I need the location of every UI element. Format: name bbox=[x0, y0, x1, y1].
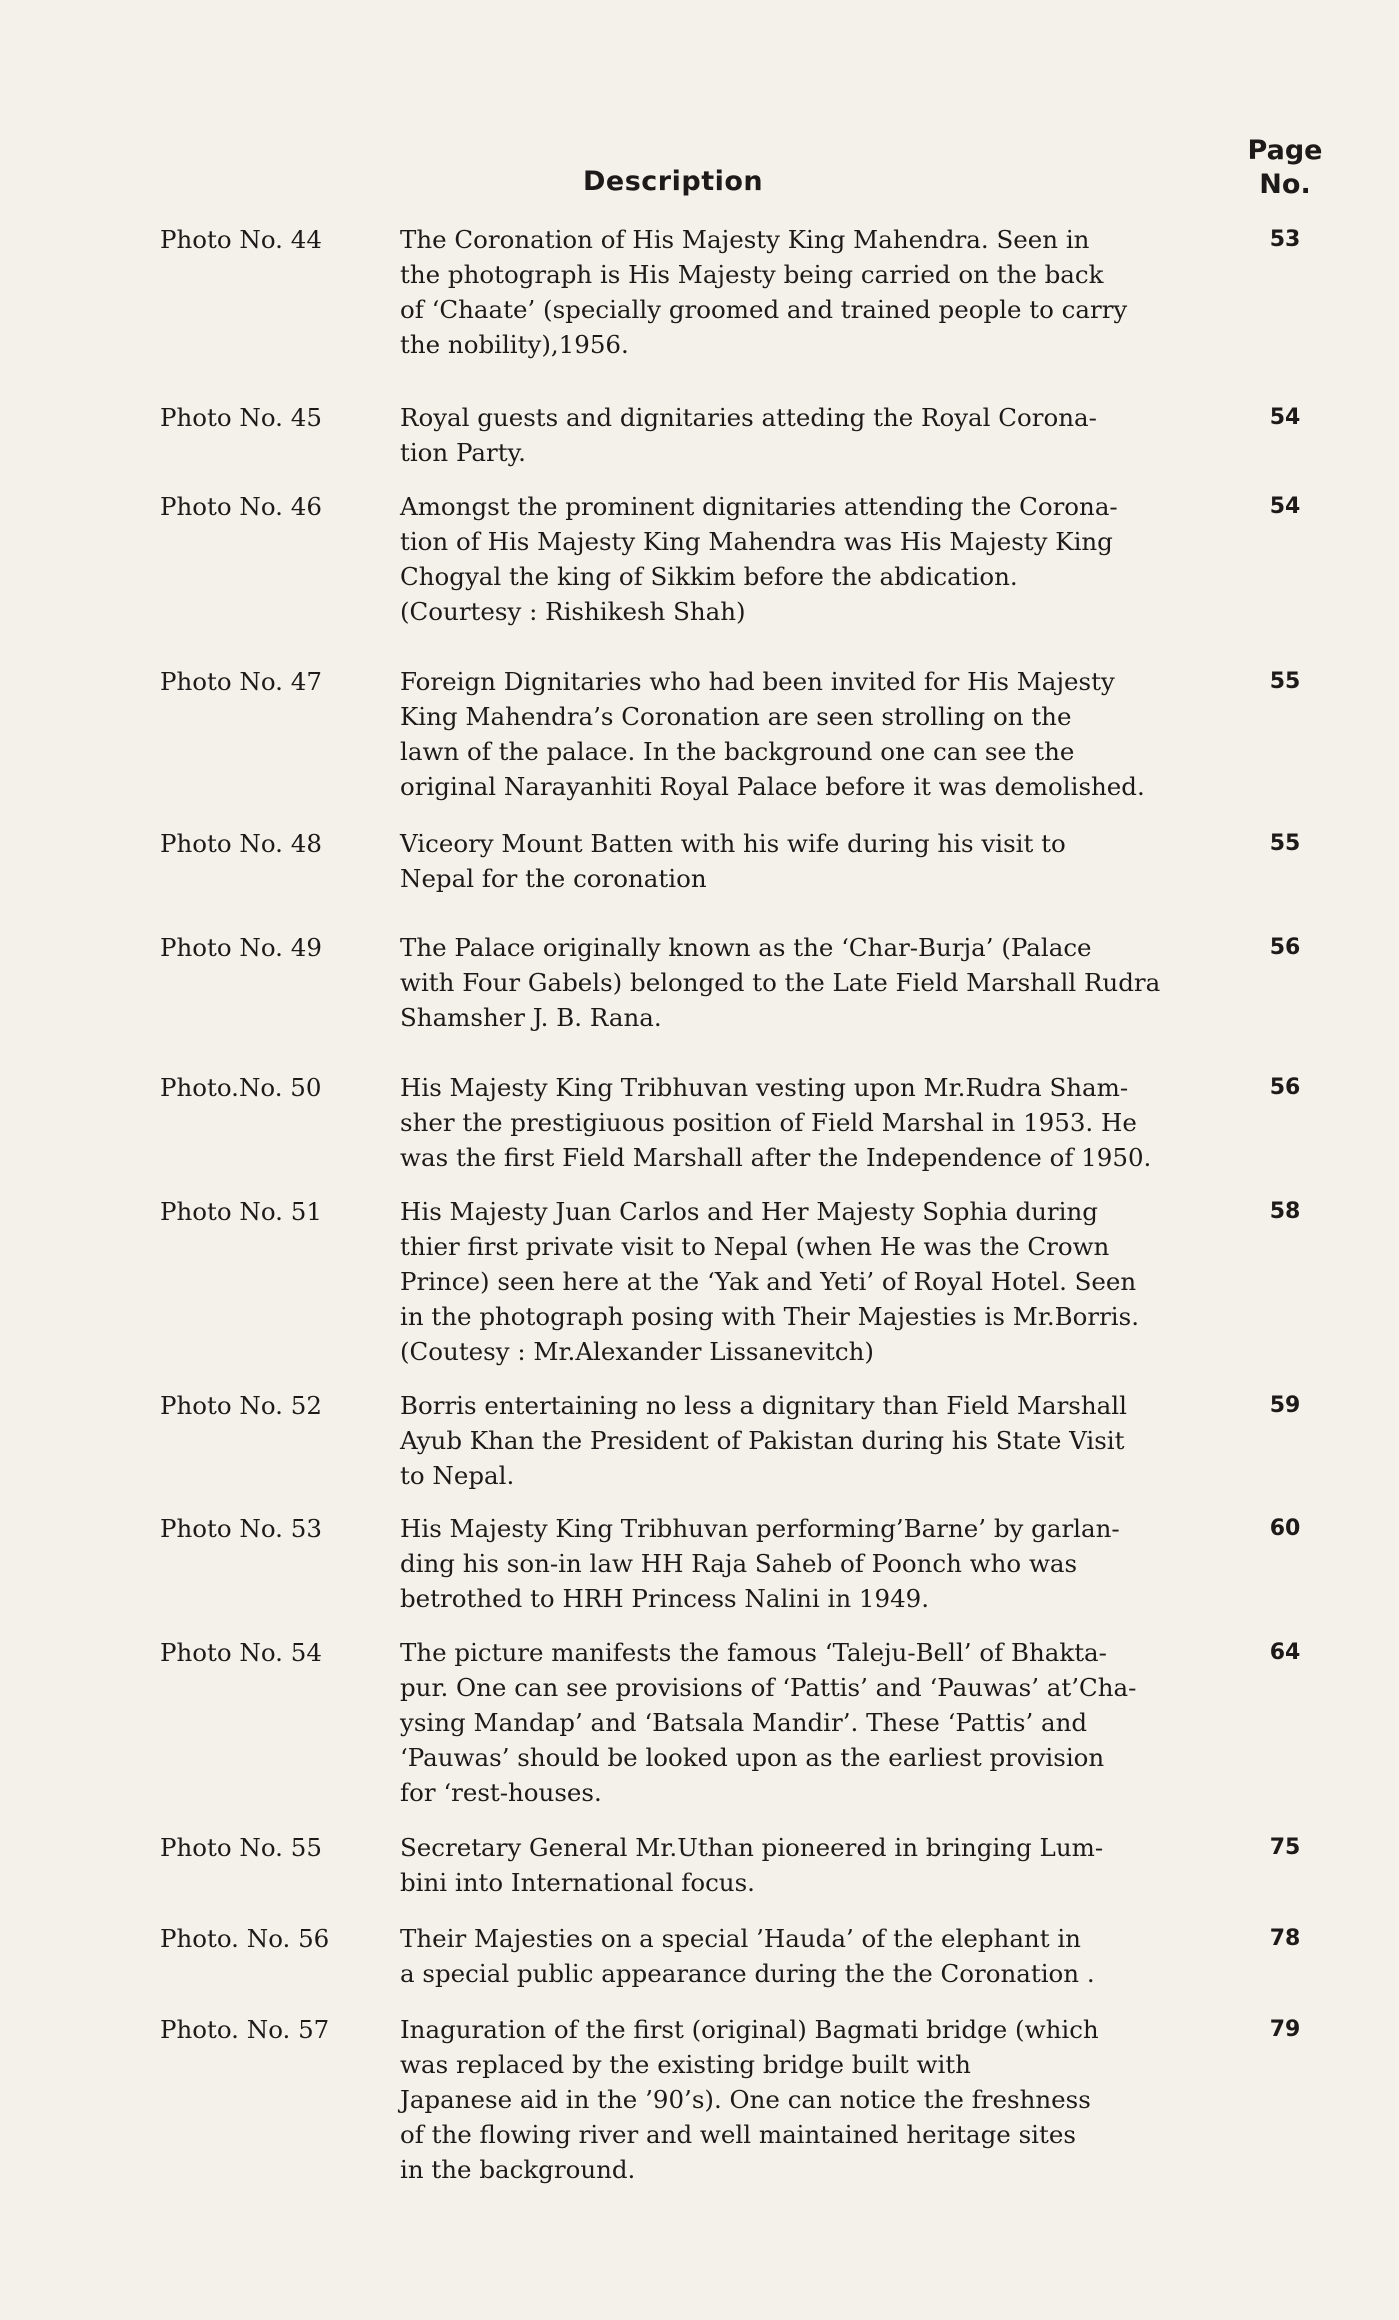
description-line: tion of His Majesty King Mahendra was His Majesty King bbox=[400, 527, 1113, 556]
photo-description bbox=[400, 1511, 1200, 1616]
description-line: pur. One can see provisions of ‘Pattis’ and ‘Pauwas’ at’Cha- bbox=[400, 1673, 1137, 1702]
photo-number: Photo No. 45 bbox=[160, 403, 322, 432]
description-line: the photograph is His Majesty being carried on the back bbox=[400, 260, 1104, 289]
photo-number: Photo No. 52 bbox=[160, 1391, 322, 1420]
description-line: Borris entertaining no less a dignitary than Field Marshall bbox=[400, 1391, 1127, 1420]
description-line: ysing Mandap’ and ‘Batsala Mandir’. These ‘Pattis’ and bbox=[400, 1708, 1088, 1737]
page-number: 78 bbox=[1269, 1926, 1301, 1951]
column-header-description: Description bbox=[583, 166, 764, 197]
photo-number: Photo. No. 57 bbox=[160, 2015, 330, 2044]
photo-description bbox=[400, 930, 1200, 1035]
description-line: was replaced by the existing bridge built with bbox=[400, 2050, 971, 2079]
description-line: lawn of the palace. In the background one can see the bbox=[400, 737, 1075, 766]
description-line: was the first Field Marshall after the Independence of 1950. bbox=[400, 1143, 1152, 1172]
page-number: 56 bbox=[1269, 935, 1301, 960]
photo-number: Photo No. 53 bbox=[160, 1514, 322, 1543]
photo-number: Photo No. 44 bbox=[160, 225, 322, 254]
photo-description bbox=[400, 1830, 1200, 1900]
description-line: thier first private visit to Nepal (when He was the Crown bbox=[400, 1232, 1110, 1261]
description-line: for ‘rest-houses. bbox=[400, 1778, 602, 1807]
photo-number: Photo No. 48 bbox=[160, 829, 322, 858]
description-line: in the photograph posing with Their Majesties is Mr.Borris. bbox=[400, 1302, 1140, 1331]
description-line: Japanese aid in the ’90’s). One can notice the freshness bbox=[400, 2085, 1091, 2114]
description-line: His Majesty King Tribhuvan vesting upon Mr.Rudra Sham- bbox=[400, 1073, 1129, 1102]
photo-number: Photo No. 49 bbox=[160, 933, 322, 962]
column-header-page-line1: Page bbox=[1247, 135, 1323, 166]
photo-description bbox=[400, 1388, 1200, 1493]
description-line: Foreign Dignitaries who had been invited for His Majesty bbox=[400, 667, 1115, 696]
description-line: (Courtesy : Rishikesh Shah) bbox=[400, 597, 746, 626]
description-line: (Coutesy : Mr.Alexander Lissanevitch) bbox=[400, 1337, 874, 1366]
photo-description bbox=[400, 826, 1200, 896]
description-line: with Four Gabels) belonged to the Late Field Marshall Rudra bbox=[400, 968, 1161, 997]
photo-number: Photo No. 51 bbox=[160, 1197, 322, 1226]
photo-number: Photo. No. 56 bbox=[160, 1924, 330, 1953]
description-line: Nepal for the coronation bbox=[400, 864, 707, 893]
description-line: a special public appearance during the the Coronation . bbox=[400, 1959, 1095, 1988]
column-header-page-line2: No. bbox=[1259, 169, 1311, 200]
description-line: the nobility),1956. bbox=[400, 330, 629, 359]
description-line: Shamsher J. B. Rana. bbox=[400, 1003, 662, 1032]
photo-description bbox=[400, 489, 1200, 629]
description-line: Prince) seen here at the ‘Yak and Yeti’ of Royal Hotel. Seen bbox=[400, 1267, 1137, 1296]
description-line: Ayub Khan the President of Pakistan during his State Visit bbox=[400, 1426, 1125, 1455]
description-line: to Nepal. bbox=[400, 1461, 515, 1490]
page-number: 75 bbox=[1269, 1835, 1301, 1860]
photo-description bbox=[400, 1921, 1200, 1991]
description-line: Amongst the prominent dignitaries attending the Corona- bbox=[400, 492, 1118, 521]
description-line: His Majesty King Tribhuvan performing’Barne’ by garlan- bbox=[400, 1514, 1120, 1543]
page-number: 56 bbox=[1269, 1075, 1301, 1100]
description-line: in the background. bbox=[400, 2155, 636, 2184]
description-line: Their Majesties on a special ’Hauda’ of the elephant in bbox=[400, 1924, 1081, 1953]
description-line: sher the prestigiuous position of Field Marshal in 1953. He bbox=[400, 1108, 1137, 1137]
photo-number: Photo No. 54 bbox=[160, 1638, 322, 1667]
page-number: 54 bbox=[1269, 494, 1301, 519]
description-line: The Palace originally known as the ‘Char-Burja’ (Palace bbox=[400, 933, 1092, 962]
description-line: Royal guests and dignitaries atteding the Royal Corona- bbox=[400, 403, 1097, 432]
page-number: 79 bbox=[1269, 2017, 1301, 2042]
page-number: 54 bbox=[1269, 405, 1301, 430]
photo-description bbox=[400, 400, 1200, 470]
description-line: The Coronation of His Majesty King Mahendra. Seen in bbox=[400, 225, 1090, 254]
page-number: 60 bbox=[1269, 1516, 1301, 1541]
description-line: The picture manifests the famous ‘Taleju-Bell’ of Bhakta- bbox=[400, 1638, 1107, 1667]
description-line: betrothed to HRH Princess Nalini in 1949. bbox=[400, 1584, 930, 1613]
description-line: of ‘Chaate’ (specially groomed and trained people to carry bbox=[400, 295, 1128, 324]
description-line: bini into International focus. bbox=[400, 1868, 755, 1897]
description-line: Secretary General Mr.Uthan pioneered in bringing Lum- bbox=[400, 1833, 1104, 1862]
photo-description bbox=[400, 664, 1200, 804]
page-number: 53 bbox=[1269, 227, 1301, 252]
photo-description bbox=[400, 222, 1200, 362]
photo-description bbox=[400, 1194, 1200, 1369]
description-line: tion Party. bbox=[400, 438, 526, 467]
page-number: 59 bbox=[1269, 1393, 1301, 1418]
page-number: 58 bbox=[1269, 1199, 1301, 1224]
photo-number: Photo No. 46 bbox=[160, 492, 322, 521]
description-line: Viceory Mount Batten with his wife during his visit to bbox=[400, 829, 1066, 858]
photo-number: Photo No. 47 bbox=[160, 667, 322, 696]
description-line: of the flowing river and well maintained heritage sites bbox=[400, 2120, 1076, 2149]
photo-description bbox=[400, 1070, 1200, 1175]
description-line: King Mahendra’s Coronation are seen strolling on the bbox=[400, 702, 1072, 731]
photo-number: Photo No. 55 bbox=[160, 1833, 322, 1862]
photo-number: Photo.No. 50 bbox=[160, 1073, 322, 1102]
column-header-page-no bbox=[1240, 134, 1330, 202]
description-line: His Majesty Juan Carlos and Her Majesty Sophia during bbox=[400, 1197, 1098, 1226]
description-line: original Narayanhiti Royal Palace before it was demolished. bbox=[400, 772, 1145, 801]
page-number: 55 bbox=[1269, 831, 1301, 856]
description-line: ding his son-in law HH Raja Saheb of Poonch who was bbox=[400, 1549, 1078, 1578]
page-number: 55 bbox=[1269, 669, 1301, 694]
description-line: ‘Pauwas’ should be looked upon as the earliest provision bbox=[400, 1743, 1105, 1772]
description-line: Chogyal the king of Sikkim before the abdication. bbox=[400, 562, 1018, 591]
photo-description bbox=[400, 1635, 1200, 1810]
photo-description bbox=[400, 2012, 1200, 2187]
description-line: Inaguration of the first (original) Bagmati bridge (which bbox=[400, 2015, 1099, 2044]
page-number: 64 bbox=[1269, 1640, 1301, 1665]
